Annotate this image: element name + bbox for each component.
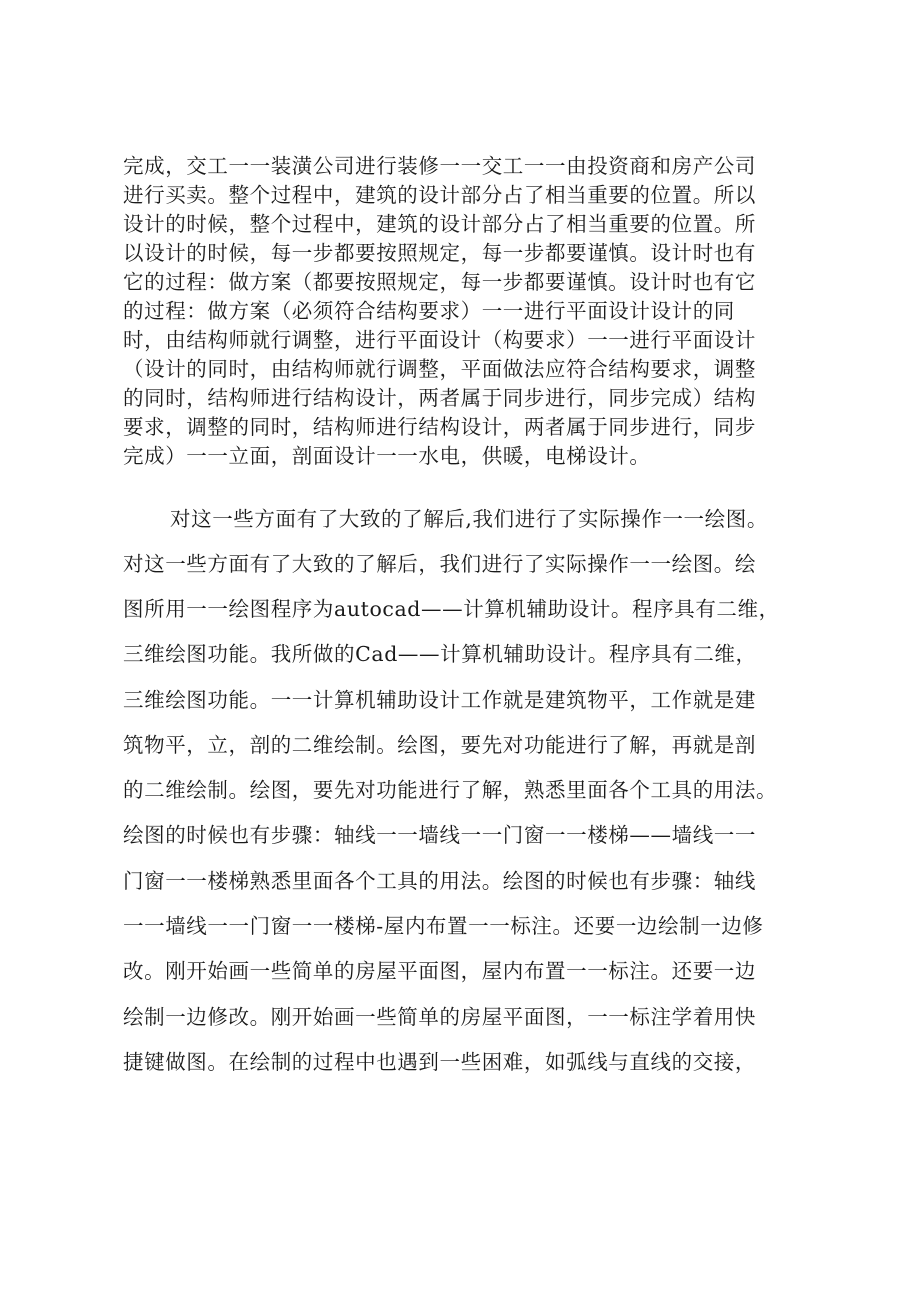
text-line: 一一墙线一一门窗一一楼梯-屋内布置一一标注。还要一边绘制一边修	[123, 914, 764, 938]
text-line: 门窗一一楼梯熟悉里面各个工具的用法。绘图的时候也有步骤：轴线	[123, 869, 756, 893]
text-line: 完成）一一立面，剖面设计一一水电，供暖，电梯设计。	[123, 444, 651, 468]
text-line: 完成，交工一一装潢公司进行装修一一交工一一由投资商和房产公司	[123, 154, 756, 178]
text-line: 以设计的时候，每一步都要按照规定，每一步都要谨慎。设计时也有	[123, 241, 756, 265]
text-line: 对这一些方面有了大致的了解后，我们进行了实际操作一一绘图。绘	[123, 552, 756, 576]
text-line: 绘图的时候也有步骤：轴线一一墙线一一门窗一一楼梯——墙线一一	[123, 823, 756, 847]
text-line: 捷键做图。在绘制的过程中也遇到一些困难，如弧线与直线的交接，	[123, 1050, 756, 1074]
text-line: 时，由结构师就行调整，进行平面设计（构要求）一一进行平面设计	[123, 328, 756, 352]
text-line: 筑物平，立，剖的二维绘制。绘图，要先对功能进行了解，再就是剖	[123, 733, 756, 757]
text-line: 设计的时候，整个过程中，建筑的设计部分占了相当重要的位置。所	[123, 212, 756, 236]
paragraph-first-line: 对这一些方面有了大致的了解后,我们进行了实际操作一一绘图。	[170, 507, 768, 531]
text-line: 进行买卖。整个过程中，建筑的设计部分占了相当重要的位置。所以	[123, 183, 756, 207]
text-line: 改。刚开始画一些简单的房屋平面图，屋内布置一一标注。还要一边	[123, 959, 756, 983]
text-line: 三维绘图功能。一一计算机辅助设计工作就是建筑物平，工作就是建	[123, 688, 756, 712]
text-line: 图所用一一绘图程序为autocad——计算机辅助设计。程序具有二维，	[123, 597, 780, 621]
text-line: 的同时，结构师进行结构设计，两者属于同步进行，同步完成）结构	[123, 386, 756, 410]
text-line: 三维绘图功能。我所做的Cad——计算机辅助设计。程序具有二维，	[123, 642, 757, 666]
text-line: 的过程：做方案（必须符合结构要求）一一进行平面设计设计的同	[123, 299, 735, 323]
text-line: （设计的同时，由结构师就行调整，平面做法应符合结构要求，调整	[123, 357, 756, 381]
text-line: 要求，调整的同时，结构师进行结构设计，两者属于同步进行，同步	[123, 415, 756, 439]
text-line: 它的过程：做方案（都要按照规定，每一步都要谨慎。设计时也有它	[123, 270, 756, 294]
text-line: 绘制一边修改。刚开始画一些简单的房屋平面图，一一标注学着用快	[123, 1005, 756, 1029]
text-line: 的二维绘制。绘图，要先对功能进行了解，熟悉里面各个工具的用法。	[123, 778, 778, 802]
